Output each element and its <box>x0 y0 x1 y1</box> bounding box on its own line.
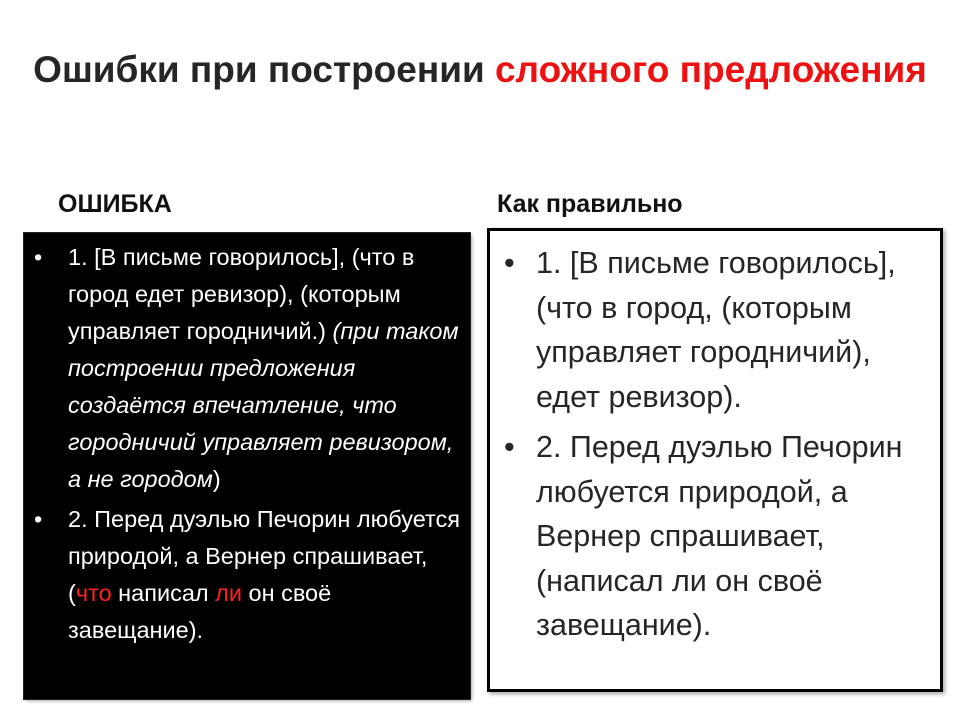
correct-item-1 <box>500 241 932 419</box>
correct-item-2-text: 2. Перед дуэлью Печорин любуется природой, а Вернер спрашивает, (написал ли он своё завещание). <box>536 430 903 642</box>
correct-item-2 <box>500 425 932 648</box>
title-part-plain: Ошибки при построении <box>33 49 495 90</box>
right-column-heading: Как правильно <box>497 190 683 218</box>
error-item-2-text-a: 2. Перед дуэлью Печорин любуется природой, а Вернер спрашивает, ( <box>68 506 460 606</box>
error-item-2-highlight-b: ли <box>215 580 242 606</box>
bullet-icon: • <box>504 246 515 280</box>
title-part-accent: сложного предложения <box>494 49 927 90</box>
error-item-1-comment: (при таком построении предложения создаётся впечатление, что городничий управляет ревизором, а не городом <box>68 318 459 492</box>
correct-box <box>487 228 943 692</box>
error-item-1-text: 1. [В письме говорилось], (что в город едет ревизор), (которым управляет городничий.) <box>68 244 415 344</box>
bullet-icon: • <box>34 244 43 270</box>
bullet-icon: • <box>504 430 515 464</box>
error-item-2-text-b: написал <box>111 580 216 606</box>
error-item-1 <box>32 239 460 498</box>
error-list <box>32 239 460 649</box>
left-column-heading: ОШИБКА <box>58 190 172 218</box>
bullet-icon: • <box>34 506 43 532</box>
correct-list <box>500 241 932 648</box>
error-box <box>24 233 470 699</box>
error-item-2-highlight-a: что <box>75 580 112 606</box>
error-item-2-text-c: он своё завещание). <box>68 580 332 643</box>
error-item-2 <box>32 501 460 649</box>
slide-title <box>0 44 960 96</box>
correct-item-1-text: 1. [В письме говорилось], (что в город, (которым управляет городничий), едет ревизор). <box>536 246 896 414</box>
error-item-1-close: ) <box>212 466 221 492</box>
